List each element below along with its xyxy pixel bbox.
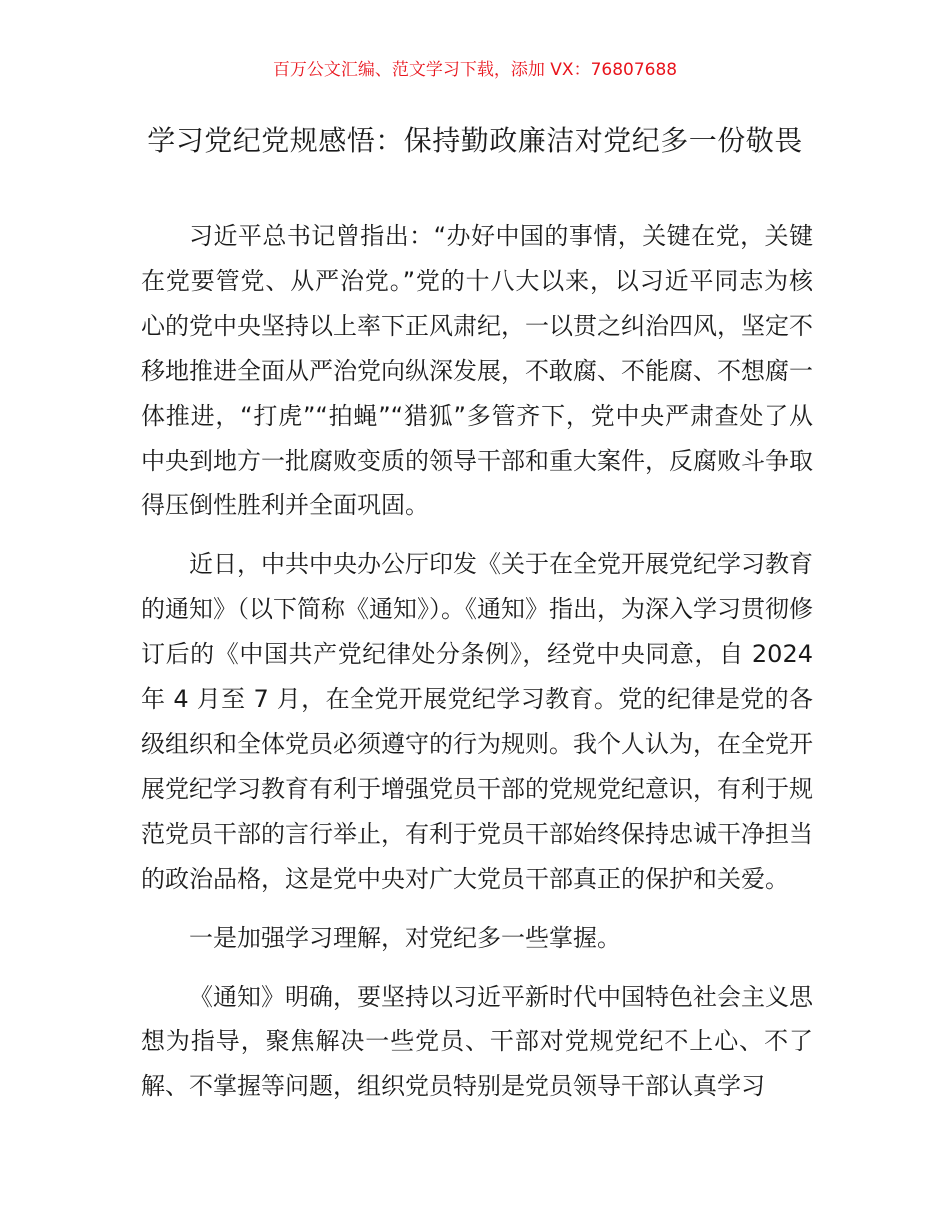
document-body: [141, 214, 813, 1123]
paragraph-1: 习近平总书记曾指出：“办好中国的事情，关键在党，关键在党要管党、从严治党。”党的十八大以来，以习近平同志为核心的党中央坚持以上率下正风肃纪，一以贯之纠治四风，坚定不移地推进全面从严治党向纵深发展，不敢腐、不能腐、不想腐一体推进，“打虎”“拍蝇”“猎狐”多管齐下，党中央严肃查处了从中央到地方一批腐败变质的领导干部和重大案件，反腐败斗争取得压倒性胜利并全面巩固。: [141, 222, 813, 520]
paragraph-2: 近日，中共中央办公厅印发《关于在全党开展党纪学习教育的通知》（以下简称《通知》）。《通知》指出，为深入学习贯彻修订后的《中国共产党纪律处分条例》，经党中央同意，自 2024 年 4 月至 7 月，在全党开展党纪学习教育。党的纪律是党的各级组织和全体党员必须遵守的行为规则。我个人认为，在全党开展党纪学习教育有利于增强党员干部的党规党纪意识，有利于规范党员干部的言行举止，有利于党员干部始终保持忠诚干净担当的政治品格，这是党中央对广大党员干部真正的保护和关爱。: [141, 550, 813, 893]
paragraph-4: 《通知》明确，要坚持以习近平新时代中国特色社会主义思想为指导，聚焦解决一些党员、干部对党规党纪不上心、不了解、不掌握等问题，组织党员特别是党员领导干部认真学习: [141, 982, 813, 1101]
document-title: 学习党纪党规感悟：保持勤政廉洁对党纪多一份敬畏: [147, 124, 803, 157]
paragraph-3-heading: 一是加强学习理解，对党纪多一些掌握。: [189, 923, 621, 952]
header-banner: 百万公文汇编、范文学习下载，添加 VX：76807688: [272, 60, 678, 80]
